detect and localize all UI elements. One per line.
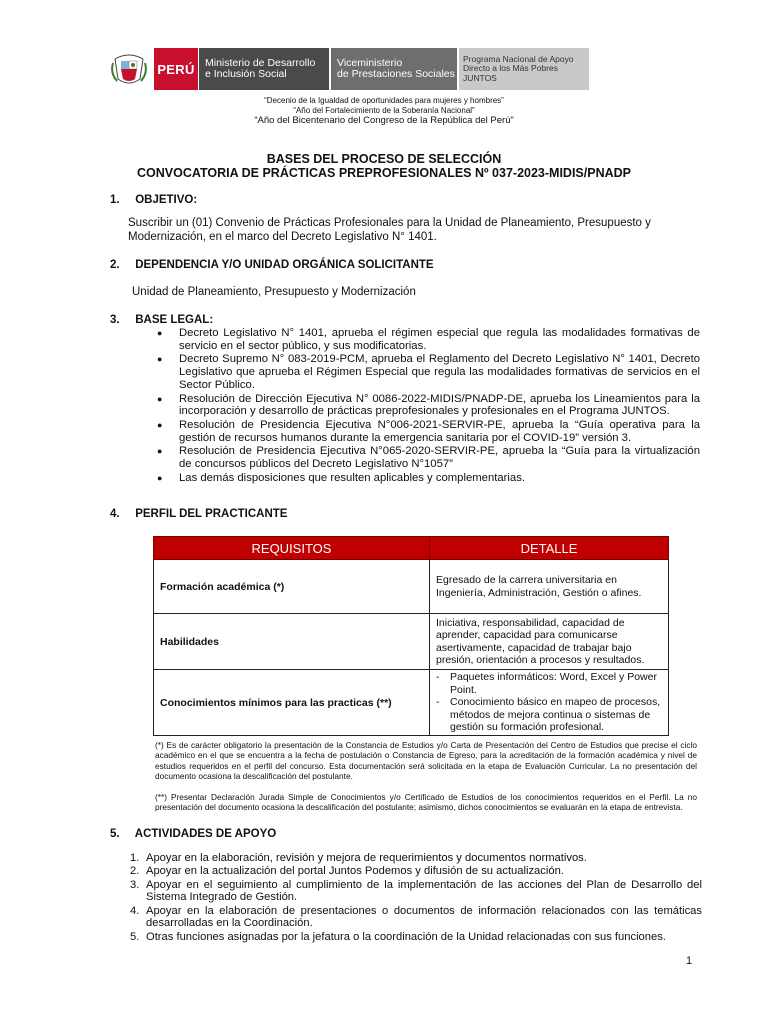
requirement-key: Conocimientos mínimos para las practicas (**) [154,670,430,736]
section-2-heading [110,259,434,271]
table-row [154,560,669,614]
requirement-value: Iniciativa, responsabilidad, capacidad de aprender, capacidad para comunicarse asertivamente, capacidad de trabajar bajo presión, orientación a procesos y resultados. [430,614,669,670]
bullet-icon: ● [157,328,163,338]
ministry-brand-box [198,48,329,90]
column-header-detalle: DETALLE [430,537,669,560]
list-item [436,696,662,734]
legal-item-text: Decreto Legislativo N° 1401, aprueba el régimen especial que regula las modalidades formativas de servicio en el sector público, y sus modificatorias. [179,327,700,352]
program-line-3: JUNTOS [463,72,497,83]
requirement-key: Habilidades [154,614,430,670]
legal-item-text: Las demás disposiciones que resulten aplicables y complementarias. [179,471,525,484]
requirement-key: Formación académica (*) [154,560,430,614]
viceministry-brand-box [329,48,457,90]
title-line-2: CONVOCATORIA DE PRÁCTICAS PREPROFESIONALES Nº 037-2023-MIDIS/PNADP [136,166,631,180]
list-item [155,419,700,444]
section-4-heading [110,508,287,520]
peru-brand-box [154,48,198,90]
list-item [436,671,662,696]
program-brand-box [457,48,589,90]
activity-text: Otras funciones asignadas por la jefatura o la coordinación de la Unidad relacionadas con sus funciones. [146,930,666,943]
bullet-icon: ● [157,354,163,365]
section-title: DEPENDENCIA Y/O UNIDAD ORGÁNICA SOLICITANTE [135,259,434,271]
table-row [154,614,669,670]
column-header-requisitos: REQUISITOS [154,537,430,560]
legal-item-text: Resolución de Presidencia Ejecutiva N°065-2020-SERVIR-PE, aprueba la “Guía para la virtualización de concursos públicos del Decreto Legislativo N°1057” [179,445,700,471]
item-number: 5. [130,930,140,943]
requirement-value [430,670,669,736]
vice-line-2: de Prestaciones Sociales [337,68,455,80]
bullet-icon: ● [157,446,163,457]
list-item [155,327,700,352]
activity-text: Apoyar en la actualización del portal Juntos Podemos y difusión de su actualización. [146,865,564,878]
list-item [155,353,700,391]
title-line-1: BASES DEL PROCESO DE SELECCIÓN [266,152,502,166]
section-number: 5. [110,828,120,840]
section-number: 4. [110,508,120,520]
section-title: ACTIVIDADES DE APOYO [134,828,277,840]
legal-item-text: Decreto Supremo N° 083-2019-PCM, aprueba el Reglamento del Decreto Legislativo N° 1401, Decreto Legislativo que aprueba el Régimen Especial que regula las modalidades formativas de servicios en el Sector Público. [179,353,700,391]
list-item [155,472,700,485]
activity-text: Apoyar en la elaboración, revisión y mejora de requerimientos y documentos normativos. [146,852,587,864]
footnote-2: (**) Presentar Declaración Jurada Simple de Conocimientos y/o Certificado de Estudios de los conocimientos requeridos en el Perfil. La no presentación del documento ocasiona la descalificación del postulante; asimismo, dichos conocimientos se evaluarán en la etapa de entrevista. [155,792,697,813]
section-number: 2. [110,259,120,271]
program-line-2: Directo a los Más Pobres [463,63,558,74]
section-title: OBJETIVO: [135,194,198,206]
activity-text: Apoyar en la elaboración de presentaciones o documentos de información relacionados con las temáticas desarrolladas en la Coordinación. [146,904,702,930]
list-item [155,393,700,418]
activities-list [130,852,702,944]
section-5-heading [110,828,276,840]
program-line-1: Programa Nacional de Apoyo [463,53,574,64]
legal-basis-list [155,327,700,485]
list-item [130,865,702,878]
year-motto-2: “Año del Fortalecimiento de la Soberanía Nacional” [293,106,475,115]
item-number: 3. [130,878,140,891]
page-number: 1 [686,955,693,967]
year-motto-1: “Decenio de la Igualdad de oportunidades para mujeres y hombres” [264,96,504,105]
item-number: 1. [130,852,140,864]
document-title [0,152,768,180]
activity-text: Apoyar en el seguimiento al cumplimiento de la implementación de las acciones del Plan de Desarrollo del Sistema Integrado de Gestión. [146,878,702,904]
dash-marker: - [436,696,440,709]
section-title: PERFIL DEL PRACTICANTE [135,508,288,520]
footnote-1: (*) Es de carácter obligatorio la presentación de la Constancia de Estudios y/o Carta de Presentación del Centro de Estudios que precise el ciclo académico en el que se encuentra a la fecha de postulación o Constancia de Egreso, para la acreditación de la formación académica y nivel de estudios requeridos en el perfil del concurso. Esta documentación será solicitada en la etapa de Evaluación Curricular. La no presentación del documento ocasiona la descalificación del postulante. [155,740,697,781]
section-title: BASE LEGAL: [135,314,214,326]
list-item [130,905,702,931]
header-logo-bar [108,48,589,90]
item-number: 4. [130,904,140,917]
bullet-icon: ● [157,393,163,404]
ministry-line-1: Ministerio de Desarrollo [205,57,316,69]
item-number: 2. [130,865,140,878]
section-1-heading [110,194,197,206]
list-item [155,445,700,470]
dash-marker: - [436,671,440,684]
peru-label: PERÚ [157,61,195,77]
section-3-heading [110,314,213,326]
peru-coat-of-arms-icon [108,48,150,90]
legal-item-text: Resolución de Presidencia Ejecutiva N°006-2021-SERVIR-PE, aprueba la “Guía operativa para la gestión de recursos humanos durante la emergencia sanitaria por el COVID-19” versión 3. [179,418,700,444]
year-mottos [0,96,768,126]
section-number: 3. [110,314,120,326]
requirement-value: Egresado de la carrera universitaria en Ingeniería, Administración, Gestión o afines. [430,560,669,614]
legal-item-text: Resolución de Dirección Ejecutiva N° 0086-2022-MIDIS/PNADP-DE, aprueba los Lineamientos para la incorporación y desarrollo de prácticas preprofesionales y profesionales en el Programa JUNTOS. [179,392,700,418]
section-1-text: Suscribir un (01) Convenio de Prácticas Profesionales para la Unidad de Planeamiento, Presupuesto y Modernización, en el marco del Decreto Legislativo N° 1401. [128,217,651,243]
requirements-table [153,536,669,736]
table-row [154,670,669,736]
list-item [130,879,702,905]
year-motto-3: “Año del Bicentenario del Congreso de la República del Perú” [254,115,514,126]
section-2-text: Unidad de Planeamiento, Presupuesto y Modernización [132,286,416,298]
knowledge-item: Paquetes informáticos: Word, Excel y Power Point. [450,671,657,696]
vice-line-1: Viceministerio [337,57,403,69]
bullet-icon: ● [157,472,163,483]
section-number: 1. [110,194,120,206]
list-item [130,852,702,865]
bullet-icon: ● [157,419,163,430]
knowledge-item: Conocimiento básico en mapeo de procesos, métodos de mejora continua o sistemas de gestión su formación profesional. [450,696,661,734]
table-header-row [154,537,669,560]
ministry-line-2: e Inclusión Social [205,68,287,80]
list-item [130,931,702,944]
